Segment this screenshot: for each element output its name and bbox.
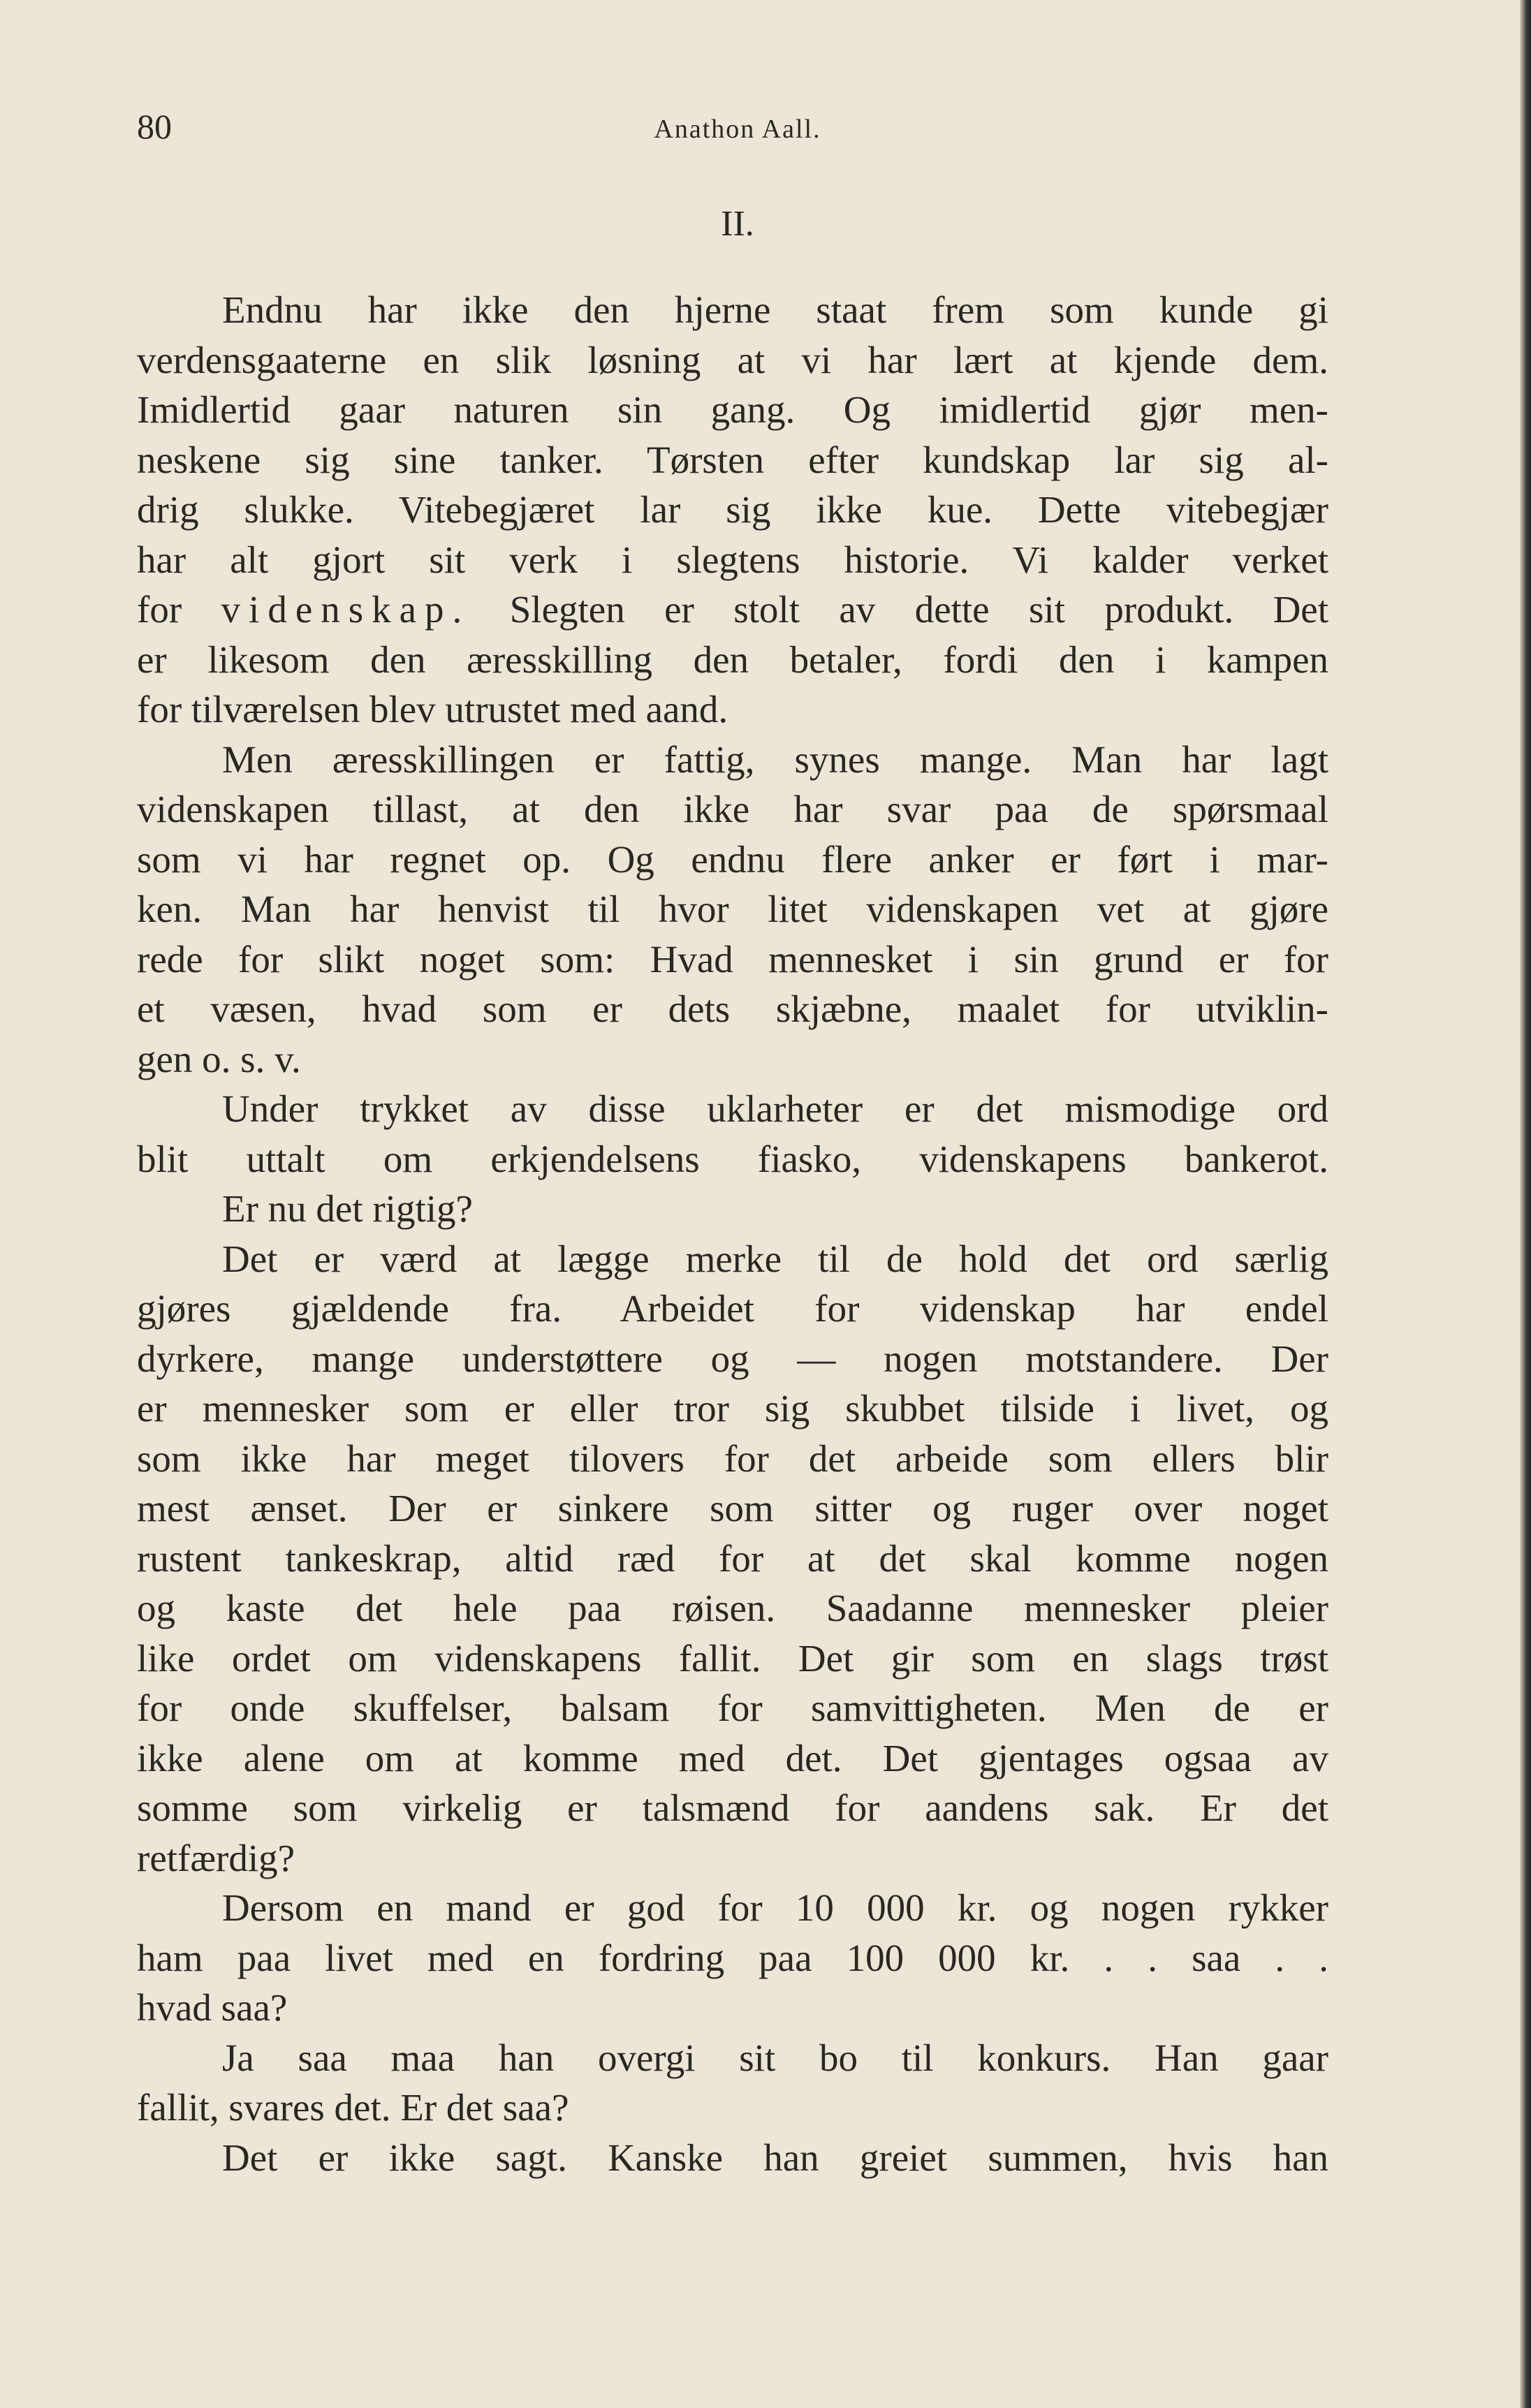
text-fragment: Slegten er stolt av dette sit produkt. Det [509, 588, 1329, 631]
text-line: for tilværelsen blev utrustet med aand. [137, 688, 728, 731]
text-line: Men æresskillingen er fattig, synes mange. Man har lagt [222, 737, 1328, 781]
text-line: videnskapen tillast, at den ikke har svar paa de spørsmaal [137, 788, 1328, 830]
text-line: som vi har regnet op. Og endnu flere anker er ført i mar- [137, 837, 1328, 881]
page-header [137, 102, 1338, 151]
section-number: II. [721, 204, 754, 244]
running-head: Anathon Aall. [654, 115, 821, 144]
text-line: er mennesker som er eller tror sig skubbet tilside i livet, og [137, 1387, 1328, 1430]
text-line: ikke alene om at komme med det. Det gjentages ogsaa av [137, 1736, 1328, 1779]
text-line: Det er ikke sagt. Kanske han greiet summen, hvis han [222, 2136, 1328, 2179]
text-line: gen o. s. v. [137, 1037, 301, 1080]
text-line: Under trykket av disse uklarheter er det mismodige ord [222, 1087, 1328, 1130]
body-text [137, 285, 1328, 2182]
text-line: ken. Man har henvist til hvor litet videnskapen vet at gjøre [137, 888, 1328, 930]
text-line: dyrkere, mange understøttere og — nogen motstandere. Der [137, 1337, 1328, 1380]
text-line: Imidlertid gaar naturen sin gang. Og imidlertid gjør men- [137, 388, 1328, 431]
text-line: Det er værd at lægge merke til de hold det ord særlig [222, 1237, 1328, 1280]
text-line: rede for slikt noget som: Hvad mennesket i sin grund er for [137, 937, 1328, 981]
text-line: mest ænset. Der er sinkere som sitter og ruger over noget [137, 1487, 1328, 1529]
text-line: ham paa livet med en fordring paa 100 000 kr. . . saa . . [137, 1936, 1328, 1979]
text-line: som ikke har meget tilovers for det arbeide som ellers blir [137, 1437, 1328, 1480]
text-line: har alt gjort sit verk i slegtens historie. Vi kalder verket [137, 538, 1328, 581]
text-line: fallit, svares det. Er det saa? [137, 2086, 569, 2129]
text-line [137, 585, 1328, 635]
text-line: blit uttalt om erkjendelsens fiasko, videnskapens bankerot. [137, 1137, 1328, 1180]
text-line: somme som virkelig er talsmænd for aandens sak. Er det [137, 1786, 1328, 1829]
page-number: 80 [137, 107, 172, 146]
text-line: Endnu har ikke den hjerne staat frem som kunde gi [222, 288, 1328, 331]
text-line: Ja saa maa han overgi sit bo til konkurs. Han gaar [222, 2036, 1328, 2079]
text-line: hvad saa? [137, 1986, 288, 2029]
page-edge-shadow [1520, 0, 1531, 2408]
text-fragment: for [137, 588, 182, 631]
text-line: Dersom en mand er god for 10 000 kr. og nogen rykker [222, 1886, 1328, 1929]
text-line: for onde skuffelser, balsam for samvittigheten. Men de er [137, 1687, 1328, 1729]
text-line: retfærdig? [137, 1836, 295, 1879]
emphasized-word: videnskap. [221, 588, 471, 631]
text-line: drig slukke. Vitebegjæret lar sig ikke kue. Dette vitebegjær [137, 488, 1328, 531]
text-line: Er nu det rigtig? [222, 1187, 473, 1230]
text-line: gjøres gjældende fra. Arbeidet for videnskap har endel [137, 1287, 1328, 1330]
text-line: like ordet om videnskapens fallit. Det gir som en slags trøst [137, 1636, 1328, 1680]
text-line: er likesom den æresskilling den betaler, fordi den i kampen [137, 638, 1328, 681]
text-line: rustent tankeskrap, altid ræd for at det skal komme nogen [137, 1536, 1328, 1580]
text-line: og kaste det hele paa røisen. Saadanne mennesker pleier [137, 1587, 1328, 1629]
text-line: verdensgaaterne en slik løsning at vi har lært at kjende dem. [137, 338, 1328, 381]
text-line: neskene sig sine tanker. Tørsten efter kundskap lar sig al- [137, 438, 1328, 481]
text-line: et væsen, hvad som er dets skjæbne, maalet for utviklin- [137, 988, 1328, 1030]
